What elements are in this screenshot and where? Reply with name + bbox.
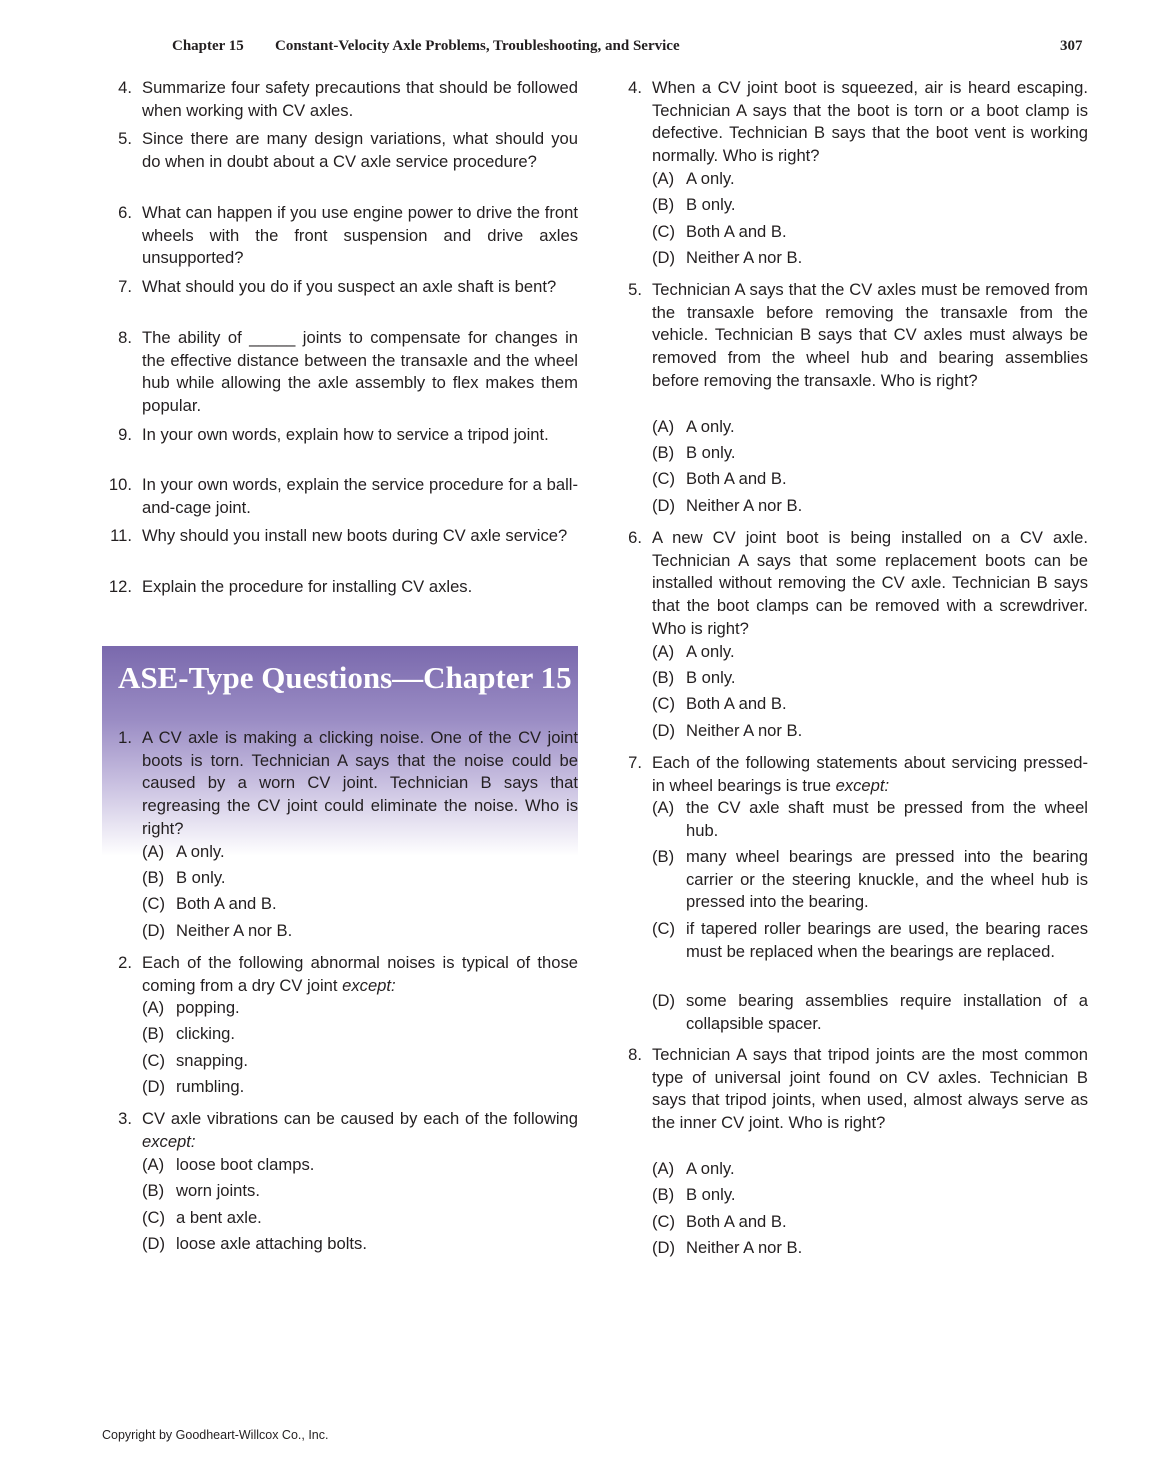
question: [104, 1108, 578, 1153]
question-text-body: CV axle vibrations can be caused by each of the following: [142, 1109, 578, 1128]
answer-option: [142, 841, 578, 864]
option-label: (C): [652, 919, 676, 938]
question-text: [142, 1108, 578, 1153]
page-number: 307: [1060, 38, 1083, 54]
option-label: (A): [652, 169, 675, 188]
option-text: clicking.: [176, 1024, 236, 1043]
option-label: (D): [652, 496, 676, 515]
question-number: 8.: [628, 1045, 642, 1064]
option-text: Both A and B.: [176, 894, 277, 913]
question-number: 8.: [118, 328, 132, 347]
option-label: (C): [652, 1212, 676, 1231]
question: [614, 1044, 1088, 1135]
option-label: (A): [142, 842, 165, 861]
option-label: (B): [142, 1024, 165, 1043]
option-label: (C): [142, 894, 166, 913]
question-number: 12.: [108, 577, 132, 596]
question-text-body: A CV axle is making a clicking noise. One of the CV joint boots is torn. Technician A says that the noise could be caused by a worn CV joint. Technician B says that regreasing the CV joint could eliminate the noise. Who is right?: [142, 728, 578, 838]
question: [104, 952, 578, 997]
option-text: B only.: [176, 868, 226, 887]
option-text: Both A and B.: [686, 222, 787, 241]
question-text: [142, 474, 578, 519]
option-label: (C): [142, 1208, 166, 1227]
running-header-title: Constant-Velocity Axle Problems, Troubleshooting, and Service: [275, 38, 680, 54]
question: [614, 77, 1088, 168]
answer-option: [652, 247, 1088, 270]
option-text: B only.: [686, 1185, 736, 1204]
answer-option: [652, 846, 1088, 914]
option-text: Both A and B.: [686, 1212, 787, 1231]
question-text-body: Explain the procedure for installing CV axles.: [142, 577, 473, 596]
question-text: [142, 576, 578, 599]
question-text-body: What can happen if you use engine power to drive the front wheels with the front suspension and drive axles unsupported?: [142, 203, 578, 268]
question: [104, 576, 578, 599]
answer-option: [652, 797, 1088, 842]
question-text: [142, 424, 578, 447]
question-text: [652, 279, 1088, 393]
option-label: (B): [652, 847, 675, 866]
answer-option: [652, 495, 1088, 518]
question: [104, 77, 578, 122]
question-text-body: A new CV joint boot is being installed on a CV axle. Technician A says that some replacement boots can be installed without removing the CV axle. Technician B says that the boot clamps can be removed with a screwdriver. Who is right?: [652, 528, 1088, 638]
question-text-body: In your own words, explain how to service a tripod joint.: [142, 425, 549, 444]
question-text: [142, 202, 578, 270]
option-text: popping.: [176, 998, 240, 1017]
option-label: (B): [652, 668, 675, 687]
question: [104, 128, 578, 173]
answer-option: [142, 1050, 578, 1073]
question-text: [652, 1044, 1088, 1135]
question-number: 11.: [110, 526, 132, 545]
answer-option: [142, 1023, 578, 1046]
question-text: [142, 276, 578, 299]
question-text-body: Why should you install new boots during CV axle service?: [142, 526, 568, 545]
ase-section-title: ASE-Type Questions—Chapter 15: [118, 660, 572, 695]
running-header-chapter: Chapter 15: [172, 38, 244, 54]
question-number: 6.: [118, 203, 132, 222]
option-label: (C): [142, 1051, 166, 1070]
question: [614, 279, 1088, 393]
answer-option: [652, 1158, 1088, 1181]
question-text-body: When a CV joint boot is squeezed, air is heard escaping. Technician A says that the boot is torn or a boot clamp is defective. Technician B says that the boot vent is working normally. Who is right?: [652, 78, 1088, 166]
option-label: (D): [652, 248, 676, 267]
question-text: [652, 77, 1088, 168]
option-text: a bent axle.: [176, 1208, 262, 1227]
option-label: (B): [652, 1185, 675, 1204]
question: [104, 202, 578, 270]
question-text-body: Technician A says that the CV axles must be removed from the transaxle before removing the transaxle from the vehicle. Technician B says that CV axles must always be removed from the wheel hub and bearing assemblies before removing the transaxle. Who is right?: [652, 280, 1088, 390]
answer-option: [142, 1076, 578, 1099]
option-text: many wheel bearings are pressed into the bearing carrier or the steering knuckle, and the wheel hub is pressed into the bearing.: [686, 847, 1088, 912]
option-text: Both A and B.: [686, 694, 787, 713]
question-text: [142, 952, 578, 997]
question-text-body: Technician A says that tripod joints are the most common type of universal joint found on CV axles. Technician B says that tripod joints, when used, almost always serve as the inner CV joint. Who is right?: [652, 1045, 1088, 1133]
option-label: (A): [652, 417, 675, 436]
question-text-emphasis: except:: [835, 775, 890, 795]
question-number: 9.: [118, 425, 132, 444]
option-label: (B): [142, 868, 165, 887]
question-number: 7.: [118, 277, 132, 296]
option-text: loose boot clamps.: [176, 1155, 315, 1174]
option-text: B only.: [686, 443, 736, 462]
option-label: (A): [142, 1155, 165, 1174]
question-text: [652, 752, 1088, 797]
answer-option: [652, 1184, 1088, 1207]
question-text-emphasis: except:: [342, 975, 396, 995]
question: [104, 474, 578, 519]
answer-option: [142, 1154, 578, 1177]
answer-option: [142, 1207, 578, 1230]
question-text-body: The ability of _____ joints to compensate for changes in the effective distance between the transaxle and the wheel hub while allowing the axle assembly to flex makes them popular.: [142, 328, 578, 416]
question: [104, 424, 578, 447]
option-text: A only.: [686, 417, 735, 436]
option-text: A only.: [686, 1159, 735, 1178]
option-label: (B): [652, 195, 675, 214]
option-text: loose axle attaching bolts.: [176, 1234, 367, 1253]
answer-option: [652, 194, 1088, 217]
question-text: [142, 525, 578, 548]
answer-option: [142, 1233, 578, 1256]
option-text: rumbling.: [176, 1077, 245, 1096]
question: [104, 727, 578, 841]
question: [614, 752, 1088, 797]
option-label: (A): [652, 642, 675, 661]
answer-option: [652, 468, 1088, 491]
question-text: [142, 77, 578, 122]
option-text: A only.: [686, 642, 735, 661]
answer-option: [142, 997, 578, 1020]
answer-option: [652, 168, 1088, 191]
option-label: (A): [652, 1159, 675, 1178]
question-text-body: Each of the following statements about servicing pressed-in wheel bearings is true: [652, 753, 1088, 795]
question-number: 4.: [118, 78, 132, 97]
option-text: Neither A nor B.: [686, 1238, 803, 1257]
answer-option: [652, 416, 1088, 439]
option-label: (C): [652, 469, 676, 488]
option-text: Neither A nor B.: [686, 721, 803, 740]
option-label: (A): [142, 998, 165, 1017]
option-text: B only.: [686, 195, 736, 214]
answer-option: [142, 893, 578, 916]
question-text: [142, 327, 578, 418]
question: [104, 327, 578, 418]
answer-option: [652, 720, 1088, 743]
option-label: (C): [652, 694, 676, 713]
question-text-body: Since there are many design variations, what should you do when in doubt about a CV axle service procedure?: [142, 129, 578, 171]
answer-option: [652, 1237, 1088, 1260]
question-number: 7.: [628, 753, 642, 772]
option-text: A only.: [686, 169, 735, 188]
option-text: the CV axle shaft must be pressed from the wheel hub.: [686, 798, 1088, 840]
option-text: B only.: [686, 668, 736, 687]
question-text-body: Each of the following abnormal noises is typical of those coming from a dry CV joint: [142, 953, 578, 995]
option-text: if tapered roller bearings are used, the bearing races must be replaced when the bearings are replaced.: [686, 919, 1088, 961]
copyright-footer: Copyright by Goodheart-Willcox Co., Inc.: [102, 1428, 329, 1442]
answer-option: [142, 867, 578, 890]
option-label: (D): [142, 1234, 166, 1253]
question-number: 2.: [118, 953, 132, 972]
option-label: (D): [142, 1077, 166, 1096]
option-text: Both A and B.: [686, 469, 787, 488]
question-number: 1.: [118, 728, 132, 747]
option-text: worn joints.: [176, 1181, 260, 1200]
answer-option: [652, 221, 1088, 244]
question-text-body: Summarize four safety precautions that should be followed when working with CV axles.: [142, 78, 578, 120]
answer-option: [142, 920, 578, 943]
answer-option: [142, 1180, 578, 1203]
option-label: (B): [652, 443, 675, 462]
question-number: 5.: [628, 280, 642, 299]
question-number: 6.: [628, 528, 642, 547]
question-text-body: What should you do if you suspect an axle shaft is bent?: [142, 277, 557, 296]
answer-option: [652, 693, 1088, 716]
option-text: A only.: [176, 842, 225, 861]
question-number: 3.: [118, 1109, 132, 1128]
option-label: (B): [142, 1181, 165, 1200]
answer-option: [652, 442, 1088, 465]
question-text: [652, 527, 1088, 641]
question-text-emphasis: except:: [142, 1131, 196, 1151]
option-label: (D): [652, 1238, 676, 1257]
answer-option: [652, 918, 1088, 963]
question-text: [142, 727, 578, 841]
question: [104, 525, 578, 548]
answer-option: [652, 1211, 1088, 1234]
question: [104, 276, 578, 299]
option-text: Neither A nor B.: [686, 248, 803, 267]
question: [614, 527, 1088, 641]
question-number: 10.: [108, 475, 132, 494]
option-label: (D): [652, 991, 676, 1010]
option-text: some bearing assemblies require installation of a collapsible spacer.: [686, 991, 1088, 1033]
option-label: (A): [652, 798, 675, 817]
option-text: Neither A nor B.: [176, 921, 293, 940]
option-label: (C): [652, 222, 676, 241]
option-label: (D): [142, 921, 166, 940]
question-number: 4.: [628, 78, 642, 97]
answer-option: [652, 990, 1088, 1035]
question-text-body: In your own words, explain the service procedure for a ball-and-cage joint.: [142, 475, 578, 517]
question-number: 5.: [118, 129, 132, 148]
answer-option: [652, 641, 1088, 664]
answer-option: [652, 667, 1088, 690]
question-text: [142, 128, 578, 173]
option-text: snapping.: [176, 1051, 248, 1070]
option-text: Neither A nor B.: [686, 496, 803, 515]
option-label: (D): [652, 721, 676, 740]
